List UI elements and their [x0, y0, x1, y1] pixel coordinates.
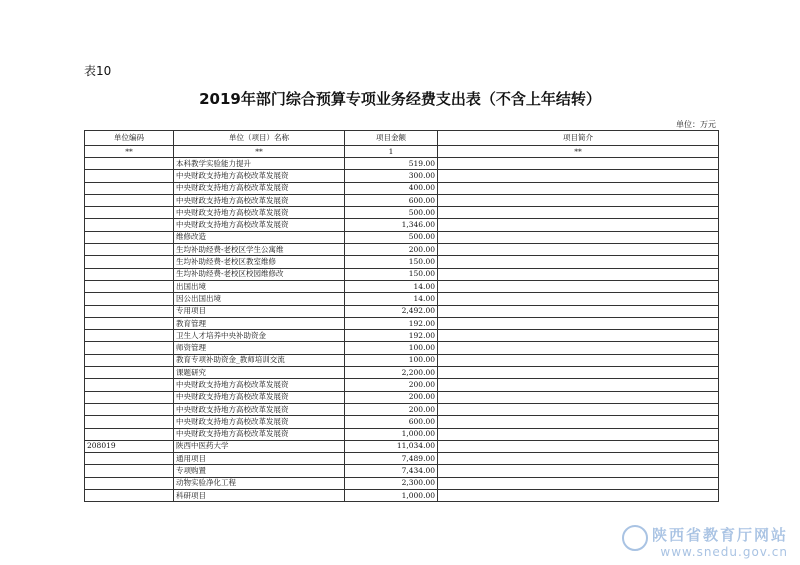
- cell-amount: 200.00: [345, 391, 438, 403]
- cell-name: 专项购置: [174, 465, 345, 477]
- cell-amount: 7,489.00: [345, 453, 438, 465]
- cell-desc: [438, 182, 719, 194]
- cell-name: 生均补助经费-老校区学生公寓维: [174, 244, 345, 256]
- cell-name: 中央财政支持地方高校改革发展资: [174, 391, 345, 403]
- col-header-amount: 项目金额: [345, 131, 438, 146]
- cell-amount: 1,000.00: [345, 490, 438, 502]
- table-row: [85, 477, 719, 489]
- table-row: [85, 170, 719, 182]
- table-row: [85, 256, 719, 268]
- table-row: [85, 317, 719, 329]
- cell-code: 208019: [85, 440, 174, 452]
- table-row: [85, 367, 719, 379]
- cell-amount: 7,434.00: [345, 465, 438, 477]
- table-row: [85, 207, 719, 219]
- cell-name: 生均补助经费-老校区教室维修: [174, 256, 345, 268]
- cell-code: [85, 317, 174, 329]
- cell-desc: [438, 477, 719, 489]
- table-row: [85, 403, 719, 415]
- cell-code: [85, 268, 174, 280]
- cell-code: [85, 391, 174, 403]
- cell-amount: 200.00: [345, 379, 438, 391]
- cell-code: [85, 367, 174, 379]
- unit-label: 单位：万元: [676, 120, 716, 129]
- cell-code: [85, 465, 174, 477]
- cell-code: [85, 207, 174, 219]
- cell-desc: [438, 293, 719, 305]
- table-row: [85, 490, 719, 502]
- cell-code: [85, 231, 174, 243]
- cell-amount: 2,200.00: [345, 367, 438, 379]
- cell-name: 因公出国出境: [174, 293, 345, 305]
- marker-amount: 1: [345, 146, 438, 158]
- budget-table: [84, 130, 719, 502]
- cell-amount: 192.00: [345, 330, 438, 342]
- cell-name: 卫生人才培养中央补助资金: [174, 330, 345, 342]
- cell-name: 教育管理: [174, 317, 345, 329]
- cell-amount: 1,000.00: [345, 428, 438, 440]
- cell-code: [85, 244, 174, 256]
- table-row: [85, 379, 719, 391]
- cell-desc: [438, 207, 719, 219]
- cell-desc: [438, 256, 719, 268]
- cell-name: 中央财政支持地方高校改革发展资: [174, 194, 345, 206]
- cell-amount: 14.00: [345, 293, 438, 305]
- cell-desc: [438, 280, 719, 292]
- cell-name: 中央财政支持地方高校改革发展资: [174, 207, 345, 219]
- cell-amount: 519.00: [345, 158, 438, 170]
- marker-desc: **: [438, 146, 719, 158]
- cell-amount: 2,492.00: [345, 305, 438, 317]
- table-row: [85, 453, 719, 465]
- cell-amount: 150.00: [345, 268, 438, 280]
- cell-code: [85, 453, 174, 465]
- cell-desc: [438, 317, 719, 329]
- table-row: [85, 354, 719, 366]
- cell-code: [85, 280, 174, 292]
- cell-desc: [438, 194, 719, 206]
- cell-desc: [438, 391, 719, 403]
- table-row: [85, 416, 719, 428]
- cell-desc: [438, 170, 719, 182]
- cell-amount: 200.00: [345, 244, 438, 256]
- cell-desc: [438, 465, 719, 477]
- cell-code: [85, 428, 174, 440]
- table-number: 表10: [84, 64, 112, 78]
- marker-code: **: [85, 146, 174, 158]
- cell-desc: [438, 453, 719, 465]
- cell-desc: [438, 354, 719, 366]
- cell-name: 生均补助经费-老校区校园维修改: [174, 268, 345, 280]
- cell-name: 中央财政支持地方高校改革发展资: [174, 182, 345, 194]
- cell-amount: 500.00: [345, 207, 438, 219]
- cell-name: 本科教学实验能力提升: [174, 158, 345, 170]
- cell-amount: 600.00: [345, 416, 438, 428]
- table-row: [85, 330, 719, 342]
- cell-amount: 192.00: [345, 317, 438, 329]
- cell-name: 通用项目: [174, 453, 345, 465]
- table-row: [85, 231, 719, 243]
- cell-amount: 100.00: [345, 354, 438, 366]
- cell-amount: 1,346.00: [345, 219, 438, 231]
- cell-amount: 14.00: [345, 280, 438, 292]
- table-row: [85, 219, 719, 231]
- cell-desc: [438, 244, 719, 256]
- cell-code: [85, 182, 174, 194]
- cell-name: 动物实验净化工程: [174, 477, 345, 489]
- cell-desc: [438, 440, 719, 452]
- cell-name: 专用项目: [174, 305, 345, 317]
- cell-desc: [438, 305, 719, 317]
- cell-amount: 400.00: [345, 182, 438, 194]
- watermark: [652, 524, 788, 559]
- cell-code: [85, 305, 174, 317]
- watermark-title: 陕西省教育厅网站: [651, 526, 788, 544]
- cell-amount: 300.00: [345, 170, 438, 182]
- col-header-desc: 项目简介: [438, 131, 719, 146]
- cell-name: 中央财政支持地方高校改革发展资: [174, 428, 345, 440]
- table-row: [85, 182, 719, 194]
- cell-name: 中央财政支持地方高校改革发展资: [174, 403, 345, 415]
- cell-name: 维修改造: [174, 231, 345, 243]
- table-row: [85, 428, 719, 440]
- cell-desc: [438, 268, 719, 280]
- cell-desc: [438, 490, 719, 502]
- cell-amount: 500.00: [345, 231, 438, 243]
- cell-name: 中央财政支持地方高校改革发展资: [174, 379, 345, 391]
- marker-name: **: [174, 146, 345, 158]
- cell-amount: 100.00: [345, 342, 438, 354]
- col-header-name: 单位（项目）名称: [174, 131, 345, 146]
- cell-desc: [438, 158, 719, 170]
- cell-code: [85, 354, 174, 366]
- cell-amount: 11,034.00: [345, 440, 438, 452]
- cell-code: [85, 477, 174, 489]
- watermark-logo: [622, 525, 648, 551]
- cell-desc: [438, 428, 719, 440]
- table-row: [85, 194, 719, 206]
- cell-amount: 2,300.00: [345, 477, 438, 489]
- cell-name: 教育专项补助资金_教师培训交流: [174, 354, 345, 366]
- table-row: [85, 280, 719, 292]
- table-row: [85, 465, 719, 477]
- header-row: [85, 131, 719, 146]
- table-row: [85, 268, 719, 280]
- cell-name: 中央财政支持地方高校改革发展资: [174, 416, 345, 428]
- table-row: [85, 158, 719, 170]
- cell-name: 中央财政支持地方高校改革发展资: [174, 170, 345, 182]
- cell-code: [85, 342, 174, 354]
- table-row: [85, 440, 719, 452]
- cell-amount: 200.00: [345, 403, 438, 415]
- cell-code: [85, 416, 174, 428]
- marker-row: [85, 146, 719, 158]
- cell-code: [85, 170, 174, 182]
- col-header-code: 单位编码: [85, 131, 174, 146]
- cell-code: [85, 330, 174, 342]
- table-row: [85, 342, 719, 354]
- cell-name: 出国出境: [174, 280, 345, 292]
- table-row: [85, 305, 719, 317]
- cell-name: 科研项目: [174, 490, 345, 502]
- table-row: [85, 244, 719, 256]
- watermark-url: www.snedu.gov.cn: [660, 545, 788, 559]
- page-title: 2019年部门综合预算专项业务经费支出表（不含上年结转）: [199, 90, 601, 108]
- cell-desc: [438, 367, 719, 379]
- table-row: [85, 391, 719, 403]
- cell-desc: [438, 403, 719, 415]
- cell-code: [85, 158, 174, 170]
- cell-code: [85, 379, 174, 391]
- cell-code: [85, 194, 174, 206]
- cell-code: [85, 293, 174, 305]
- cell-name: 课题研究: [174, 367, 345, 379]
- cell-desc: [438, 330, 719, 342]
- cell-desc: [438, 231, 719, 243]
- cell-code: [85, 219, 174, 231]
- cell-name: 陕西中医药大学: [174, 440, 345, 452]
- table-row: [85, 293, 719, 305]
- cell-desc: [438, 342, 719, 354]
- cell-code: [85, 490, 174, 502]
- cell-amount: 600.00: [345, 194, 438, 206]
- cell-desc: [438, 219, 719, 231]
- cell-amount: 150.00: [345, 256, 438, 268]
- cell-desc: [438, 416, 719, 428]
- cell-code: [85, 256, 174, 268]
- cell-code: [85, 403, 174, 415]
- cell-desc: [438, 379, 719, 391]
- cell-name: 中央财政支持地方高校改革发展资: [174, 219, 345, 231]
- cell-name: 师资管理: [174, 342, 345, 354]
